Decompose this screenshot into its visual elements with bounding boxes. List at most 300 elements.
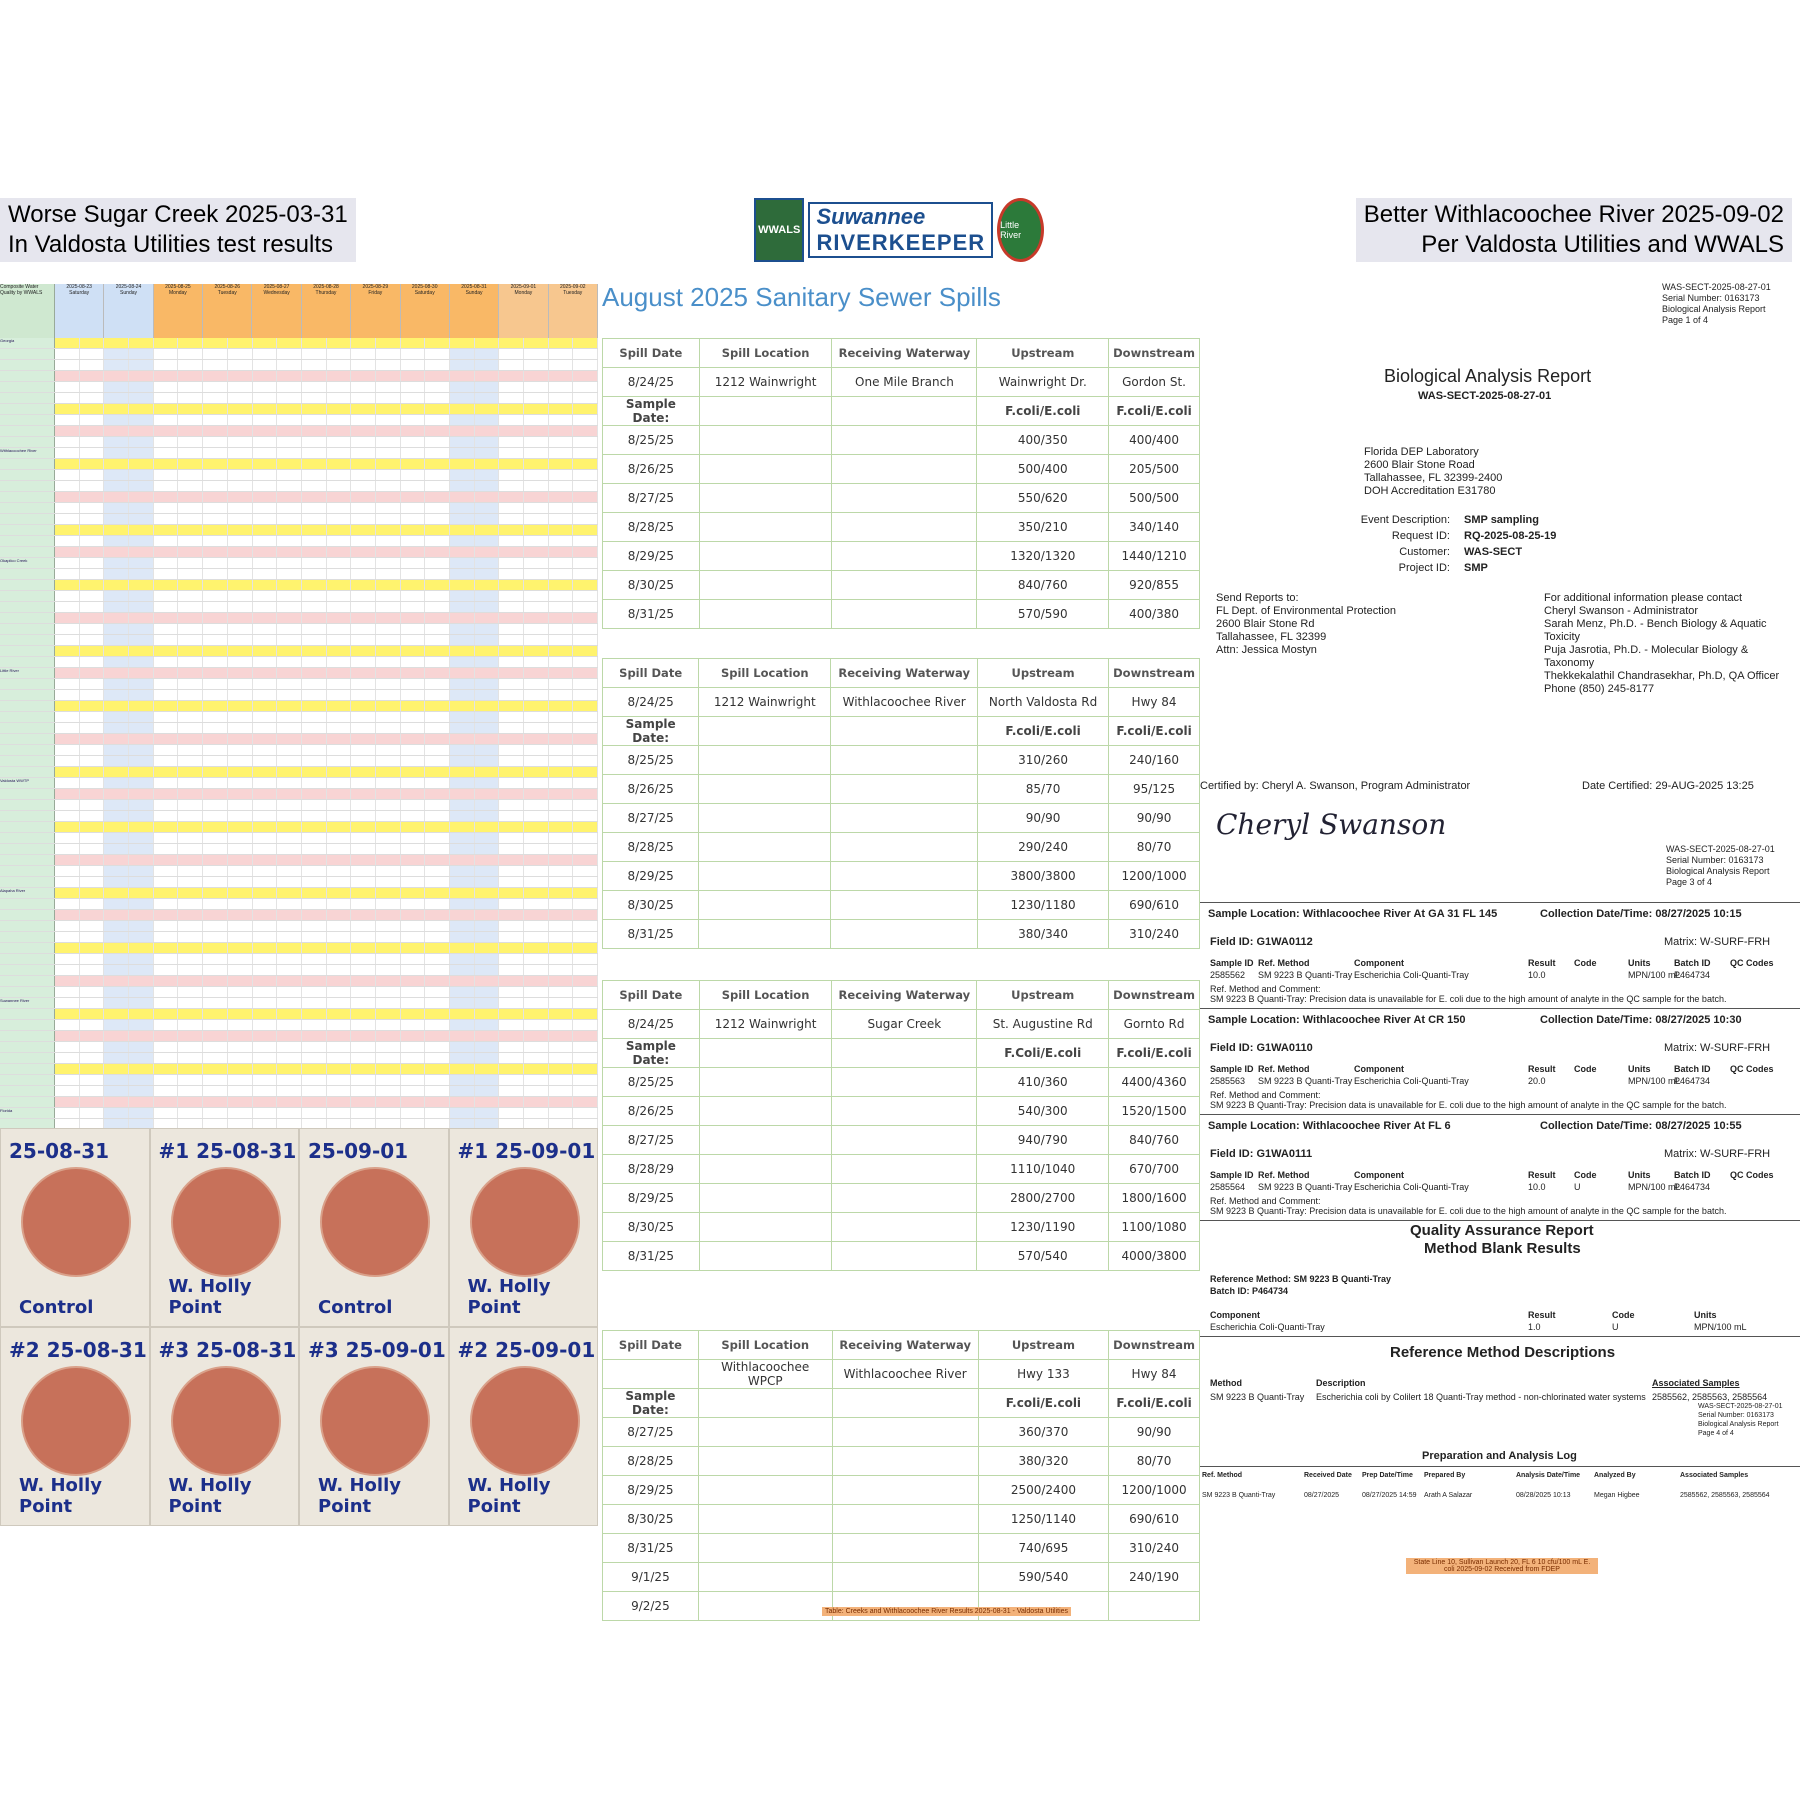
spill-data-row (603, 833, 1200, 862)
sheet-cell (228, 613, 253, 623)
sheet-cell (277, 503, 302, 513)
spill-data-cell: 1200/1000 (1109, 1476, 1200, 1505)
spill-data-cell: 8/31/25 (603, 600, 700, 629)
sheet-cell (425, 723, 450, 733)
sheet-cell (104, 393, 129, 403)
sheet-cell (401, 723, 426, 733)
sheet-cell (253, 481, 278, 491)
sheet-cell (178, 855, 203, 865)
sheet-cell (327, 877, 352, 887)
sheet-cell (55, 954, 80, 964)
sheet-cell (104, 613, 129, 623)
petri-dish-icon (21, 1366, 131, 1476)
spill-data-cell: 85/70 (978, 775, 1109, 804)
spill-info-cell: 8/24/25 (603, 688, 699, 717)
sheet-cell (351, 723, 376, 733)
sheet-cell (104, 877, 129, 887)
sheet-cell (401, 404, 426, 414)
sheet-cell (475, 866, 500, 876)
spill-data-row (603, 1126, 1200, 1155)
sample-date-cell: F.coli/E.coli (1109, 1389, 1200, 1418)
sheet-cell (549, 800, 574, 810)
sheet-cell (425, 426, 450, 436)
sheet-cell (327, 1097, 352, 1107)
sheet-cell (277, 448, 302, 458)
sheet-date-col (499, 284, 548, 338)
sheet-row (0, 426, 598, 437)
spill-data-cell: 840/760 (1109, 1126, 1200, 1155)
sheet-cell (302, 723, 327, 733)
spill-data-cell: 90/90 (978, 804, 1109, 833)
sheet-cell (253, 349, 278, 359)
sheet-cell (253, 921, 278, 931)
sheet-cell (549, 932, 574, 942)
sheet-cell (277, 800, 302, 810)
spill-header-cell: Receiving Waterway (831, 659, 978, 688)
spill-header-cell: Downstream (1109, 981, 1200, 1010)
sheet-cell (425, 404, 450, 414)
sheet-cell (499, 712, 524, 722)
sheet-cell (253, 844, 278, 854)
sheet-cell (80, 492, 105, 502)
sheet-cell (178, 668, 203, 678)
sheet-cell (499, 987, 524, 997)
spill-data-cell: 360/370 (978, 1418, 1108, 1447)
sheet-cell (80, 932, 105, 942)
sheet-cell (228, 734, 253, 744)
sheet-cell (154, 767, 179, 777)
sheet-cell (351, 1086, 376, 1096)
sheet-cell (80, 910, 105, 920)
sheet-cell (277, 371, 302, 381)
sheet-cell (228, 800, 253, 810)
sheet-cell (80, 1042, 105, 1052)
ref-methods-title: Reference Method Descriptions (1390, 1344, 1616, 1361)
sheet-cell (475, 1020, 500, 1030)
sheet-cell (573, 481, 598, 491)
sheet-cell (327, 943, 352, 953)
sheet-cell (228, 646, 253, 656)
sheet-cell (425, 965, 450, 975)
plate-label-bottom: W. Holly Point (168, 1276, 252, 1318)
sheet-cell (203, 360, 228, 370)
sheet-cell (203, 448, 228, 458)
sheet-row-label (0, 1097, 55, 1107)
sheet-cell (450, 1009, 475, 1019)
sheet-cell (203, 756, 228, 766)
sample-col-label: Component (1354, 958, 1404, 968)
sheet-cell (302, 569, 327, 579)
sheet-cell (401, 459, 426, 469)
sheet-cell (351, 987, 376, 997)
sheet-row-label (0, 514, 55, 524)
sample-col-label: Code (1574, 958, 1597, 968)
sheet-cell (327, 932, 352, 942)
sheet-cell (104, 1009, 129, 1019)
sheet-cell (425, 459, 450, 469)
sheet-cell (253, 404, 278, 414)
sample-date-row (603, 717, 1200, 746)
sheet-cell (549, 855, 574, 865)
sheet-cell (524, 1075, 549, 1085)
spill-data-cell: 8/26/25 (603, 775, 699, 804)
spill-data-cell: 570/590 (977, 600, 1109, 629)
sheet-cell (178, 888, 203, 898)
sheet-cell (80, 591, 105, 601)
sheet-cell (302, 481, 327, 491)
sheet-cell (253, 613, 278, 623)
sheet-cell (524, 965, 549, 975)
sheet-cell (253, 888, 278, 898)
sheet-cell (475, 745, 500, 755)
spill-data-cell: 9/1/25 (603, 1563, 699, 1592)
sheet-cell (524, 646, 549, 656)
sheet-cell (203, 910, 228, 920)
sheet-cell (351, 415, 376, 425)
petri-plate (449, 1327, 599, 1526)
sheet-cell (499, 756, 524, 766)
petri-plate (299, 1128, 449, 1327)
sheet-cell (104, 811, 129, 821)
spill-data-cell: 920/855 (1109, 571, 1200, 600)
sheet-cell (154, 393, 179, 403)
spill-data-cell: 410/360 (977, 1068, 1109, 1097)
sheet-cell (549, 459, 574, 469)
sheet-cell (401, 1075, 426, 1085)
spill-data-cell (699, 920, 831, 949)
sheet-cell (277, 789, 302, 799)
sheet-cell (80, 866, 105, 876)
sheet-cell (253, 690, 278, 700)
sheet-cell (327, 668, 352, 678)
sheet-cell (327, 855, 352, 865)
sheet-cell (80, 855, 105, 865)
spill-data-row (603, 1447, 1200, 1476)
sheet-cell (450, 767, 475, 777)
sheet-cell (376, 679, 401, 689)
sheet-cell (154, 382, 179, 392)
sheet-row-label (0, 745, 55, 755)
sheet-cell (55, 338, 80, 348)
sheet-cell (253, 910, 278, 920)
sheet-cell (573, 844, 598, 854)
spill-data-cell (698, 1505, 832, 1534)
qa-col-result: Result (1528, 1310, 1556, 1320)
sample-col-label: Ref. Method (1258, 958, 1310, 968)
sheet-date: 2025-08-29 (362, 284, 389, 290)
sheet-cell (499, 602, 524, 612)
sheet-cell (425, 360, 450, 370)
sheet-cell (450, 558, 475, 568)
sheet-cell (178, 745, 203, 755)
sheet-row-label (0, 1031, 55, 1041)
sheet-cell (178, 943, 203, 953)
sheet-cell (104, 569, 129, 579)
sheet-cell (228, 624, 253, 634)
sheet-cell (277, 415, 302, 425)
spill-data-cell: 670/700 (1109, 1155, 1200, 1184)
sheet-cell (327, 1031, 352, 1041)
sheet-cell (351, 1009, 376, 1019)
spill-header-cell: Upstream (977, 339, 1109, 368)
sheet-cell (450, 1042, 475, 1052)
spill-data-cell: 4400/4360 (1109, 1068, 1200, 1097)
sheet-cell (302, 591, 327, 601)
petri-plate (150, 1327, 300, 1526)
petri-dish-icon (171, 1366, 281, 1476)
sheet-cell (80, 547, 105, 557)
sheet-cell (55, 690, 80, 700)
sheet-cell (475, 635, 500, 645)
sheet-cell (55, 767, 80, 777)
sheet-cell (499, 437, 524, 447)
sheet-cell (55, 921, 80, 931)
spill-data-cell: 400/380 (1109, 600, 1200, 629)
sheet-cell (203, 602, 228, 612)
sheet-cell (450, 448, 475, 458)
sheet-row-label (0, 481, 55, 491)
sheet-cell (327, 580, 352, 590)
sheet-cell (178, 382, 203, 392)
sheet-cell (327, 976, 352, 986)
plate-label-bottom: W. Holly Point (168, 1475, 252, 1517)
sheet-cell (203, 1064, 228, 1074)
sheet-cell (425, 1075, 450, 1085)
spill-header-cell: Spill Date (603, 981, 700, 1010)
sheet-cell (450, 800, 475, 810)
sheet-cell (277, 822, 302, 832)
right-caption (1356, 198, 1792, 262)
sheet-row-label: Suwannee River (0, 998, 55, 1008)
sample-col-label: Result (1528, 1064, 1556, 1074)
ref-samples: 2585562, 2585563, 2585564 (1652, 1392, 1768, 1402)
sheet-cell (277, 899, 302, 909)
sheet-cell (425, 1009, 450, 1019)
sheet-cell (475, 580, 500, 590)
sheet-cell (253, 954, 278, 964)
sheet-cell (327, 987, 352, 997)
sheet-cell (154, 492, 179, 502)
sheet-row (0, 932, 598, 943)
sheet-cell (154, 998, 179, 1008)
sheet-row-label (0, 393, 55, 403)
report-header-line: Biological Analysis Report (1662, 304, 1766, 314)
sheet-cell (302, 954, 327, 964)
petri-plate (299, 1327, 449, 1526)
sheet-row (0, 547, 598, 558)
sample-date-cell: Sample Date: (603, 717, 699, 746)
sheet-cell (253, 1042, 278, 1052)
sheet-cell (154, 1086, 179, 1096)
sheet-cell (475, 547, 500, 557)
report-subtitle: WAS-SECT-2025-08-27-01 (1418, 390, 1552, 402)
sheet-cell (351, 470, 376, 480)
sheet-cell (104, 1108, 129, 1118)
sheet-cell (302, 470, 327, 480)
sheet-cell (55, 866, 80, 876)
sheet-cell (351, 459, 376, 469)
sheet-cell (450, 987, 475, 997)
sheet-cell (154, 1064, 179, 1074)
sheet-cell (351, 503, 376, 513)
sheet-cell (228, 591, 253, 601)
sheet-cell (203, 899, 228, 909)
sheet-cell (549, 1086, 574, 1096)
sheet-cell (524, 822, 549, 832)
sheet-row-label (0, 723, 55, 733)
sheet-cell (80, 426, 105, 436)
sheet-cell (327, 536, 352, 546)
sheet-cell (450, 382, 475, 392)
sheet-cell (178, 690, 203, 700)
sheet-cell (327, 767, 352, 777)
sheet-cell (154, 602, 179, 612)
sheet-cell (524, 1009, 549, 1019)
sheet-cell (228, 712, 253, 722)
sheet-cell (475, 800, 500, 810)
sheet-cell (203, 976, 228, 986)
sheet-cell (376, 613, 401, 623)
sample-date-cell (698, 1389, 832, 1418)
sheet-cell (228, 976, 253, 986)
sheet-cell (376, 712, 401, 722)
sheet-cell (450, 679, 475, 689)
spill-data-cell (698, 1592, 832, 1621)
spill-data-cell (832, 1213, 977, 1242)
sheet-row-label (0, 624, 55, 634)
sheet-cell (524, 602, 549, 612)
sheet-cell (475, 668, 500, 678)
sheet-cell (203, 877, 228, 887)
sheet-cell (549, 415, 574, 425)
sheet-row (0, 492, 598, 503)
sheet-cell (203, 470, 228, 480)
sheet-cell (573, 657, 598, 667)
qa-col-component: Component (1210, 1310, 1260, 1320)
sheet-cell (425, 514, 450, 524)
sheet-cell (524, 910, 549, 920)
qa-code: U (1612, 1322, 1619, 1332)
sheet-cell (178, 877, 203, 887)
sheet-cell (425, 591, 450, 601)
sample-col-label: Result (1528, 958, 1556, 968)
sheet-row-label (0, 921, 55, 931)
spill-data-cell: 340/140 (1109, 513, 1200, 542)
sheet-cell (475, 459, 500, 469)
spill-table (602, 980, 1200, 1271)
sheet-cell (129, 1042, 154, 1052)
sheet-cell (376, 492, 401, 502)
sheet-cell (351, 426, 376, 436)
sheet-row (0, 778, 598, 789)
sheet-cell (104, 899, 129, 909)
spill-header-cell: Spill Date (603, 659, 699, 688)
spill-header-cell: Upstream (978, 659, 1109, 688)
comment-label: Ref. Method and Comment: (1210, 1090, 1321, 1100)
sheet-cell (129, 866, 154, 876)
sheet-row-label (0, 767, 55, 777)
sheet-cell (253, 866, 278, 876)
sheet-row-label (0, 657, 55, 667)
sheet-cell (203, 426, 228, 436)
sheet-cell (129, 613, 154, 623)
sheet-cell (499, 877, 524, 887)
sheet-cell (277, 690, 302, 700)
sheet-cell (524, 371, 549, 381)
sheet-row-label (0, 360, 55, 370)
sheet-cell (203, 822, 228, 832)
sheet-cell (104, 624, 129, 634)
sheet-row-label (0, 1053, 55, 1063)
sheet-cell (524, 976, 549, 986)
spill-info-cell: Withlacoochee River (832, 1360, 978, 1389)
sample-col-label: Units (1628, 1170, 1651, 1180)
plate-label-top: #1 25-08-31 (158, 1139, 297, 1163)
sheet-row-label (0, 426, 55, 436)
sheet-cell (55, 965, 80, 975)
spill-header-cell: Downstream (1109, 1331, 1200, 1360)
sheet-cell (573, 404, 598, 414)
sheet-cell (401, 1009, 426, 1019)
sheet-cell (450, 1108, 475, 1118)
sheet-cell (549, 888, 574, 898)
sheet-cell (450, 1020, 475, 1030)
sheet-cell (302, 657, 327, 667)
spill-data-cell (831, 920, 978, 949)
sheet-row-label (0, 866, 55, 876)
sheet-cell (228, 393, 253, 403)
sheet-cell (203, 701, 228, 711)
sheet-cell (154, 547, 179, 557)
sheet-cell (228, 778, 253, 788)
sheet-row (0, 1053, 598, 1064)
sheet-cell (129, 657, 154, 667)
sheet-cell (475, 1042, 500, 1052)
sample-date-cell (832, 1039, 977, 1068)
sheet-cell (80, 481, 105, 491)
sheet-cell (203, 745, 228, 755)
sheet-cell (178, 613, 203, 623)
sheet-cell (499, 811, 524, 821)
sheet-cell (129, 360, 154, 370)
sheet-cell (401, 954, 426, 964)
sheet-day: Monday (169, 290, 187, 296)
sample-date-cell (832, 1389, 978, 1418)
sheet-cell (203, 690, 228, 700)
sheet-cell (253, 712, 278, 722)
sheet-cell (277, 1075, 302, 1085)
sheet-cell (203, 932, 228, 942)
sheet-cell (154, 888, 179, 898)
report-footer-tag: State Line 10, Sullivan Launch 20, FL 6 10 cfu/100 mL E. coli 2025-09-02 Received from FDEP (1406, 1558, 1598, 1574)
sheet-cell (351, 756, 376, 766)
sheet-cell (203, 811, 228, 821)
sample-date-cell (699, 397, 832, 426)
sample-col-label: Code (1574, 1064, 1597, 1074)
sheet-cell (203, 965, 228, 975)
sheet-cell (327, 1108, 352, 1118)
contact-line: Puja Jasrotia, Ph.D. - Molecular Biology & Taxonomy (1544, 644, 1749, 669)
sheet-cell (253, 371, 278, 381)
spill-data-row (603, 426, 1200, 455)
sheet-cell (376, 998, 401, 1008)
sheet-cell (549, 679, 574, 689)
sheet-cell (401, 1053, 426, 1063)
sheet-cell (55, 415, 80, 425)
sheet-cell (499, 1009, 524, 1019)
prep-value: 08/27/2025 (1304, 1492, 1340, 1499)
sheet-cell (401, 866, 426, 876)
